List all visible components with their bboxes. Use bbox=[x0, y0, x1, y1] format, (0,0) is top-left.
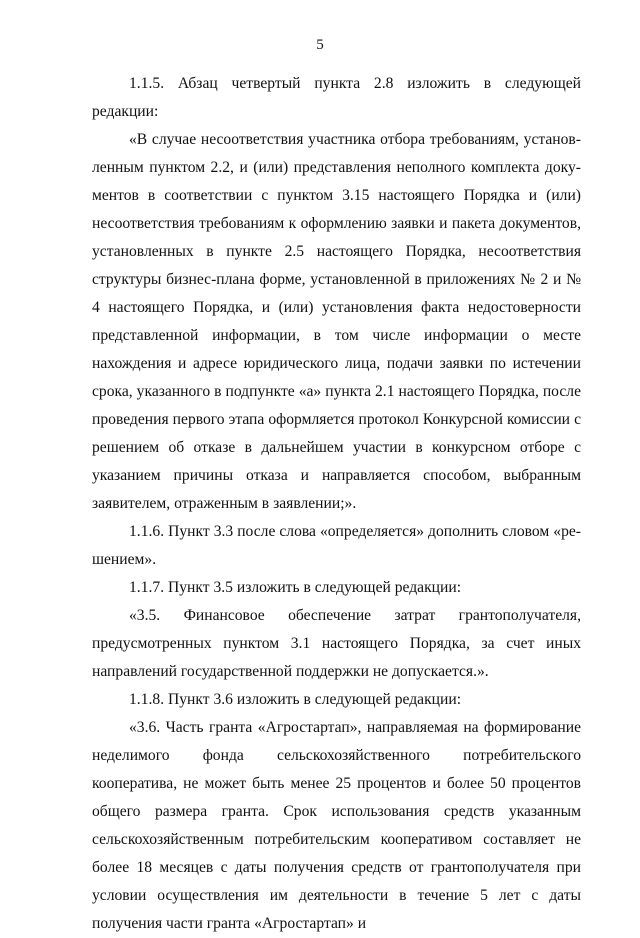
paragraph-1-1-8: 1.1.8. Пункт 3.6 изложить в следующей редакции: bbox=[129, 691, 462, 708]
paragraph-2-8-text: «В случае несоответствия участника отбора требованиям, установленным пунктом 2.2, и (или) представления неполного комплекта документов в соответствии с пунктом 3.15 настоящего Порядка и (или) несоответствия требованиям к оформлению заявки и пакета документов, установленных в пункте 2.5 настоящего Порядка, несоответствия структуры бизнес-плана форме, установленной в приложениях № 2 и № 4 настоящего Порядка, и (или) установления факта недостоверности представленной информации, в том числе информации о месте нахождения и адресе юридического лица, подачи заявки по истечении срока, указанного в подпункте «а» пункта 2.1 настоящего Порядка, после проведения первого этапа оформляется протокол Конкурсной комиссии с решением об отказе в дальнейшем участии в конкурсном отборе с указанием причины отказа и направляется способом, выбранным заявителем, отраженным в заявлении;». bbox=[92, 131, 581, 512]
document-body bbox=[92, 70, 581, 938]
paragraph-1-1-5: 1.1.5. Абзац четвертый пункта 2.8 изложить в следующей редакции: bbox=[92, 75, 581, 120]
page-number: 5 bbox=[316, 37, 324, 53]
paragraph-3-6-text: «3.6. Часть гранта «Агростартап», направляемая на формирование неделимого фонда сельскохозяйственного потребительского кооператива, не может быть менее 25 процентов и более 50 процентов общего размера гранта. Срок использования средств указанным сельскохозяйственным потребительским кооперативом составляет не более 18 месяцев с даты получения средств от грантополучателя при условии осуществления им деятельности в течение 5 лет с даты получения части гранта «Агростартап» и bbox=[92, 719, 581, 932]
paragraph-1-1-7: 1.1.7. Пункт 3.5 изложить в следующей редакции: bbox=[129, 579, 462, 596]
paragraph-3-5-text: «3.5. Финансовое обеспечение затрат грантополучателя, предусмотренных пунктом 3.1 настоящего Порядка, за счет иных направлений государственной поддержки не допускается.». bbox=[92, 607, 581, 680]
paragraph-1-1-6: 1.1.6. Пункт 3.3 после слова «определяется» дополнить словом «решением». bbox=[92, 523, 581, 568]
